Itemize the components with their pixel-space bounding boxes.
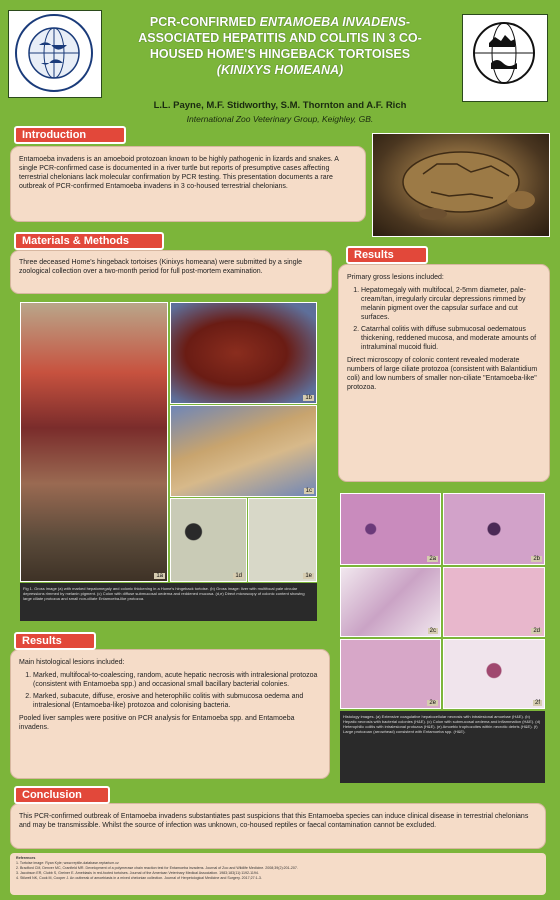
list-item: 2. Catarrhal colitis with diffuse submucosal oedematous thickening, reddened mucosa, and moderate amounts of intraluminal mucoid fluid.: [361, 325, 541, 352]
reference-item: 2. Bradford CM, Denver MC, Cranfield MR. Development of a polymerase chain reaction test for Entamoeba invadens. Journal of Zoo and Wildlife Medicine. 2008;39(2):201-207.: [16, 866, 298, 870]
figure-1d: [170, 498, 247, 582]
methods-heading: Materials & Methods: [14, 232, 164, 250]
results-gross-intro: Primary gross lesions included:: [347, 274, 444, 281]
figure-label: 2d: [533, 628, 540, 634]
tortoise-illustration: [373, 134, 549, 236]
figure-2c: [340, 567, 441, 637]
figure-2b: [443, 493, 545, 565]
results-histo-box: [10, 649, 330, 779]
list-item: 1. Hepatomegaly with multifocal, 2-5mm diameter, pale-cream/tan, irregularly circular depressions rimmed by melanin pigment over the capsular surface and cut surfaces.: [361, 286, 541, 322]
results-histo-intro: Main histological lesions included:: [19, 659, 125, 666]
figure-label: 1a: [156, 573, 163, 579]
results-histo-pcr: Pooled liver samples were positive on PCR analysis for Entamoeba spp. and Entamoeba invadens.: [19, 715, 295, 731]
figure-2f: [443, 639, 545, 709]
results-gross-box: [338, 264, 550, 482]
introduction-heading: Introduction: [14, 126, 126, 144]
reference-item: 4. Stilwell NK, Cook M, Cooper J. An outbreak of amoebiasis in a mixed chelonian collection. Journal of Herpetological Medicine and Surgery. 2017;27:1-3.: [16, 876, 262, 880]
figure-label: 1b: [305, 395, 312, 401]
conclusion-box: [10, 803, 546, 849]
results-gross-heading: Results: [346, 246, 428, 264]
list-item: 2. Marked, subacute, diffuse, erosive and heterophilic colitis with submucosa oedema and intralesional (Entamoeba-like) protozoa and colonising bacteria.: [33, 692, 321, 710]
figure-label: 1e: [305, 573, 312, 579]
globe-icon: [9, 11, 99, 95]
methods-body: Three deceased Home's hingeback tortoises (Kinixys homeana) were submitted by a single zoological collection over a two-month period for full post-mortem examination.: [19, 259, 303, 275]
tortoise-photo: [372, 133, 550, 237]
introduction-body: Entamoeba invadens is an amoeboid protozoan known to be highly pathogenic in lizards and snakes. A single PCR-confirmed case is documented in a river turtle but reports of presumptive cases affecting terrestrial chelonians lack molecular confirmation by PCR testing. This presentation documents a rare outbreak of PCR-confirmed Entamoeba invadens in 3 co-housed terrestrial chelonians.: [19, 156, 339, 190]
pathology-globe-icon: [463, 15, 545, 99]
figure-1c: [170, 405, 317, 497]
figure-label: 2b: [533, 556, 540, 562]
references-heading: References: [16, 856, 36, 860]
poster-title: [110, 14, 450, 78]
title-line-4: (KINIXYS HOMEANA): [216, 63, 344, 77]
figure-1a: [20, 302, 168, 582]
figure-2d: [443, 567, 545, 637]
conclusion-heading: Conclusion: [14, 786, 110, 804]
results-gross-microscopy: Direct microscopy of colonic content revealed moderate numbers of large ciliate protozoa (consistent with Balantidium coli) and low numbers of smaller non-ciliate "Entamoeba-like" protozoa.: [347, 357, 538, 391]
figure-1-caption: Fig 1. Gross image (a) with marked hepatomegaly and colonic thickening in a Home's hingeback tortoise. (b) Gross image: liver with multifocal pale circular depressions rimmed by melanin pigment. (c) Colon with diffuse submucosal oedema and reddened mucosa. (d,e) Direct microscopy of colonic content showing large ciliate protozoa and small non-ciliate Entamoeba-like protozoa.: [20, 583, 317, 621]
reference-item: 3. Jacobson ER, Clubb S, Greiner E. Amebiasis in red-footed tortoises. Journal of the American Veterinary Medical Association. 1983;183(11):1192-1194.: [16, 871, 259, 875]
conclusion-body: This PCR-confirmed outbreak of Entamoeba invadens substantiates past suspicions that this Entamoeba species can induce clinical disease in terrestrial chelonians and may be transmissible. Whilst the source of infection was unknown, co-housed reptiles or faecal contamination cannot be excluded.: [19, 813, 529, 829]
figure-label: 2e: [429, 700, 436, 706]
affiliation: International Zoo Veterinary Group, Keighley, GB.: [186, 114, 374, 124]
figure-2-caption: Histology images. (a) Extensive coagulative hepatocellular necrosis with intralesional amoebae (H&E). (b) Hepatic necrosis with bacterial colonies (H&E). (c) Colon with submucosal oedema and inflammation (H&E). (d) Heterophilic colitis with intralesional protozoa (H&E). (e) Amoebic trophozoites within necrotic debris (H&E). (f) Large protozoan (arrowhead) consistent with Entamoeba spp. (H&E).: [340, 711, 545, 783]
results-histo-list: [19, 671, 321, 710]
figure-2e: [340, 639, 441, 709]
results-gross-list: [347, 286, 541, 352]
reference-item: 1. Tortoise image: Ryan Kyle; www.reptile-database.reptarium.cz: [16, 861, 119, 865]
figure-label: 2a: [429, 556, 436, 562]
figure-1e: [248, 498, 317, 582]
references-box: [10, 853, 546, 895]
results-histo-heading: Results: [14, 632, 96, 650]
izvg-logo: [8, 10, 102, 98]
figure-label: 2f: [534, 700, 540, 706]
figure-2a: [340, 493, 441, 565]
title-line-2: ASSOCIATED HEPATITIS AND COLITIS IN 3 CO-: [138, 31, 422, 45]
authors: L.L. Payne, M.F. Stidworthy, S.M. Thornton and A.F. Rich: [153, 100, 407, 111]
figure-label: 1c: [305, 488, 312, 494]
figure-label: 1d: [235, 573, 242, 579]
title-line-1: PCR-CONFIRMED ENTAMOEBA INVADENS-: [149, 15, 411, 29]
list-item: 1. Marked, multifocal-to-coalescing, random, acute hepatic necrosis with intralesional protozoa (consistent with Entamoeba spp.) and occasional small bacillary bacterial colonies.: [33, 671, 321, 689]
figure-label: 2c: [429, 628, 436, 634]
methods-box: [10, 250, 332, 294]
figure-1b: [170, 302, 317, 404]
izvg-pathology-logo: [462, 14, 548, 102]
title-line-3: HOUSED HOME'S HINGEBACK TORTOISES: [149, 47, 411, 61]
introduction-box: [10, 146, 366, 222]
